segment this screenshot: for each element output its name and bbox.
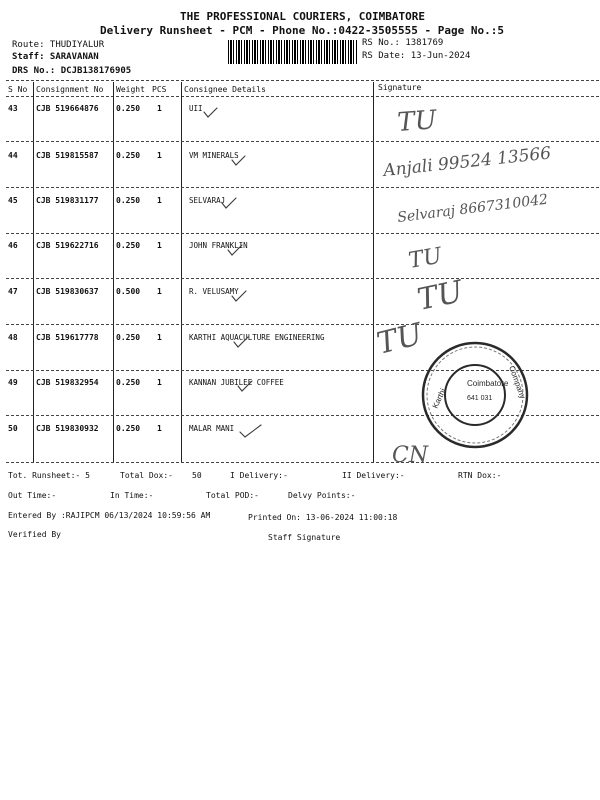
row-sno: 50	[8, 424, 18, 433]
in-time: In Time:-	[110, 491, 154, 500]
total-dox-value: 50	[192, 471, 202, 480]
col-weight: Weight	[116, 85, 145, 94]
row-sno: 48	[8, 333, 18, 342]
col-pcs: PCS	[152, 85, 167, 94]
row-pcs: 1	[157, 378, 162, 387]
row-weight: 0.250	[116, 378, 141, 387]
row-consignment-no: CJB 519622716	[36, 241, 99, 250]
i-delivery: I Delivery:-	[230, 471, 288, 480]
row-consignee: KARTHI AQUACULTURE ENGINEERING	[189, 333, 325, 342]
delvy-points: Delvy Points:-	[288, 491, 356, 500]
handwriting-row-44: Anjali 99524 13566	[382, 143, 553, 181]
row-weight: 0.250	[116, 333, 141, 342]
handwriting-row-46: TU	[406, 243, 444, 274]
row-weight: 0.250	[116, 151, 141, 160]
row-consignee: MALAR MANI	[189, 424, 235, 433]
row-weight: 0.250	[116, 104, 141, 113]
tick-mark	[222, 198, 236, 208]
col-consignment: Consignment No	[36, 85, 104, 94]
staff-signature: Staff Signature	[268, 533, 341, 542]
runsheet-subtitle: Delivery Runsheet - PCM - Phone No.:0422-3505555 - Page No.:5	[100, 24, 504, 37]
row-consignment-no: CJB 519830932	[36, 424, 99, 433]
staff-label: Staff: SARAVANAN	[12, 52, 99, 62]
row-weight: 0.500	[116, 287, 141, 296]
row-consignment-no: CJB 519830637	[36, 287, 99, 296]
tick-mark	[240, 425, 261, 437]
handwriting-row-45: Selvaraj 8667310042	[396, 191, 549, 226]
tick-mark	[232, 291, 246, 301]
row-sno: 49	[8, 378, 18, 387]
stamp-pincode: 641 031	[467, 395, 493, 402]
handwriting-row-43: TU	[396, 105, 438, 138]
row-consignment-no: CJB 519617778	[36, 333, 99, 342]
row-consignee: SELVARAJ	[189, 196, 226, 205]
col-consignee: Consignee Details	[184, 85, 266, 94]
tick-mark	[228, 245, 242, 255]
row-pcs: 1	[157, 196, 162, 205]
handwriting-row-48: TU	[373, 316, 426, 362]
drs-number: DRS No.: DCJB138176905	[12, 66, 132, 76]
total-dox-label: Total Dox:-	[120, 471, 173, 480]
row-consignee: JOHN FRANKLIN	[189, 241, 248, 250]
col-sno: S No	[8, 85, 28, 94]
tick-mark	[238, 381, 252, 391]
row-sno: 44	[8, 151, 18, 160]
row-consignee: KANNAN JUBILEE COFFEE	[189, 378, 284, 387]
row-pcs: 1	[157, 424, 162, 433]
handwriting-row-47: TU	[414, 274, 466, 318]
tick-mark	[234, 337, 248, 347]
tick-mark	[204, 108, 217, 117]
tick-mark	[232, 156, 245, 165]
row-consignment-no: CJB 519831177	[36, 196, 99, 205]
row-sno: 47	[8, 287, 18, 296]
stamp-right-text: Company	[507, 364, 528, 400]
row-pcs: 1	[157, 104, 162, 113]
rs-number: RS No.: 1381769	[362, 38, 444, 48]
stamp-left-text: Karthi	[430, 387, 448, 410]
row-consignment-no: CJB 519832954	[36, 378, 99, 387]
row-consignee: VM MINERALS	[189, 151, 239, 160]
out-time: Out Time:-	[8, 491, 57, 500]
row-consignee: R. VELUSAMY	[189, 287, 239, 296]
row-pcs: 1	[157, 241, 162, 250]
col-signature: Signature	[378, 83, 422, 92]
ii-delivery: II Delivery:-	[342, 471, 405, 480]
verified-by: Verified By	[8, 530, 61, 539]
rtn-dox: RTN Dox:-	[458, 471, 502, 480]
row-sno: 43	[8, 104, 18, 113]
row-consignee: UII	[189, 104, 203, 113]
row-sno: 45	[8, 196, 18, 205]
row-weight: 0.250	[116, 424, 141, 433]
company-stamp	[423, 343, 527, 447]
printed-on: Printed On: 13-06-2024 11:00:18	[248, 513, 398, 522]
handwriting-row-50: CN	[392, 443, 429, 468]
route-label: Route: THUDIYALUR	[12, 40, 105, 50]
company-title: THE PROFESSIONAL COURIERS, COIMBATORE	[180, 10, 426, 23]
entered-by: Entered By :RAJIPCM 06/13/2024 10:59:56 AM	[8, 511, 211, 520]
stamp-city: Coimbatore	[467, 379, 509, 388]
total-pod: Total POD:-	[206, 491, 259, 500]
rs-date: RS Date: 13-Jun-2024	[362, 51, 471, 61]
row-pcs: 1	[157, 287, 162, 296]
row-weight: 0.250	[116, 241, 141, 250]
row-weight: 0.250	[116, 196, 141, 205]
tot-runsheet: Tot. Runsheet:- 5	[8, 471, 90, 480]
row-consignment-no: CJB 519664876	[36, 104, 99, 113]
row-sno: 46	[8, 241, 18, 250]
row-consignment-no: CJB 519815587	[36, 151, 99, 160]
row-pcs: 1	[157, 333, 162, 342]
row-pcs: 1	[157, 151, 162, 160]
